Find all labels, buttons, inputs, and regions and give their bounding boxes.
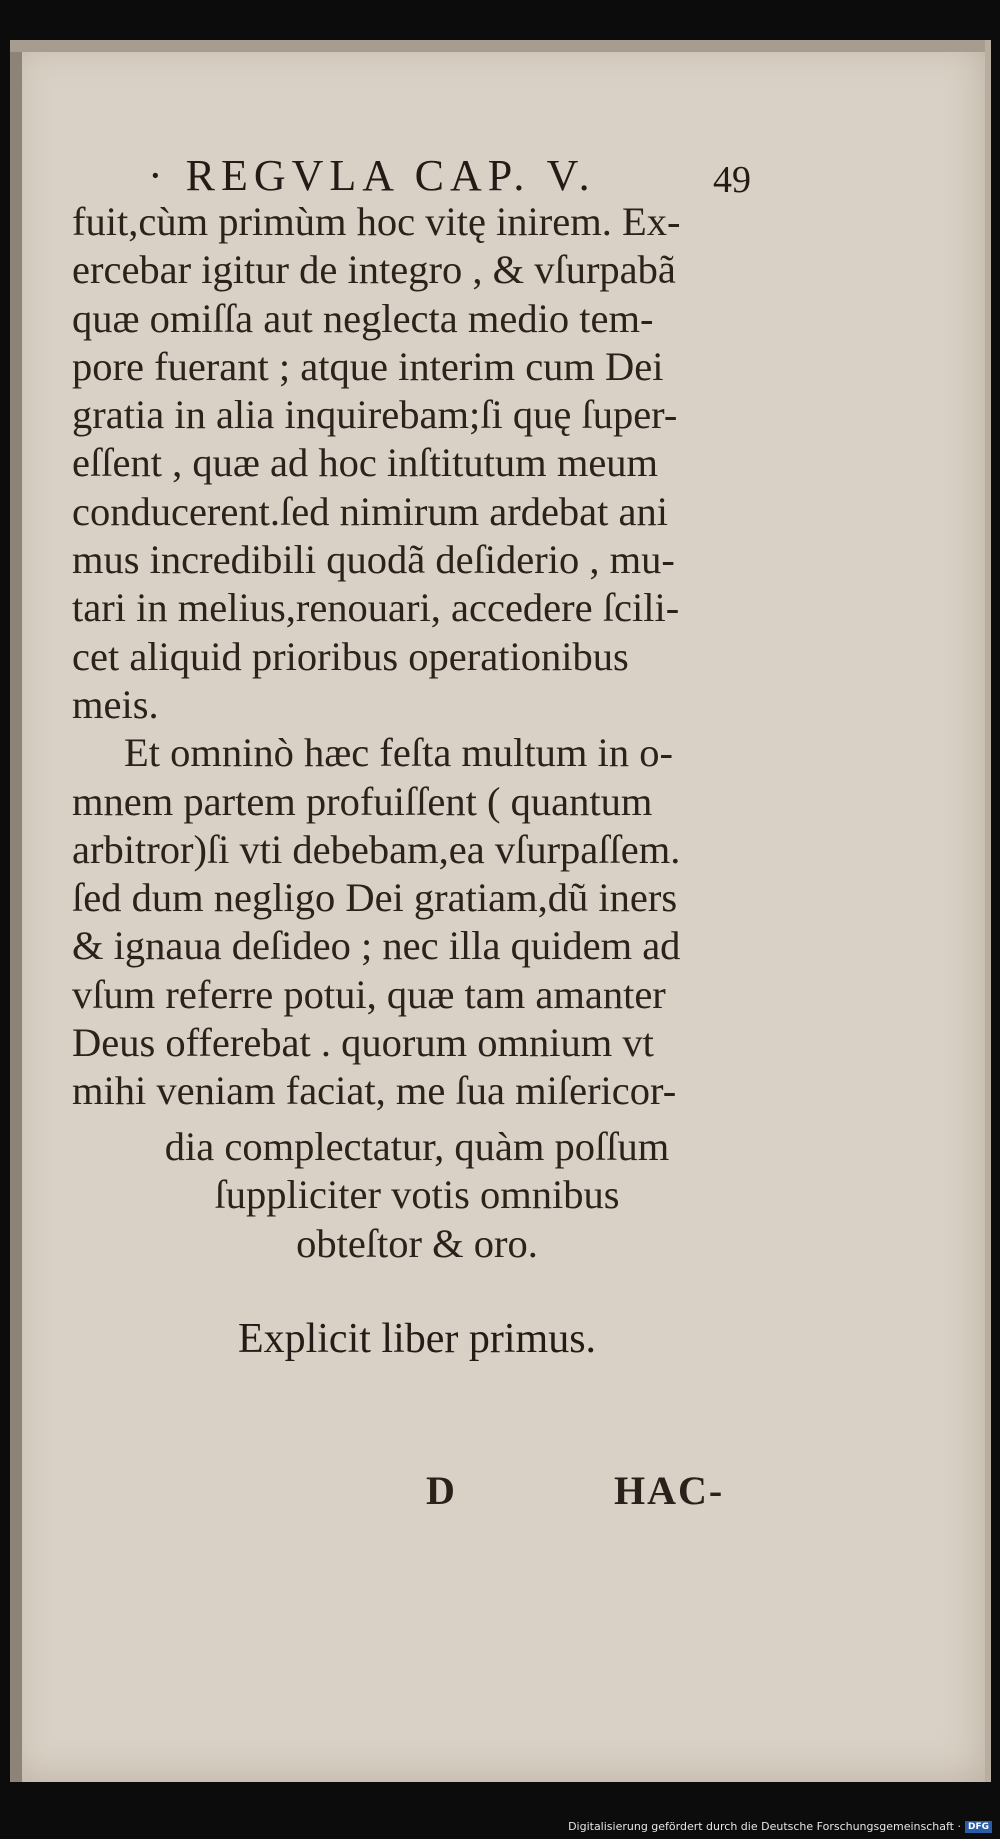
text-line: eſſent , quæ ad hoc inſtitutum meum [72, 440, 659, 486]
text-line: mihi veniam faciat, me ſua miſericor- [72, 1068, 677, 1114]
text-line: meis. [72, 681, 159, 727]
paragraph-start-line: Et omninò hæc feſta multum in o- [124, 730, 673, 776]
text-line: ſuppliciter votis omnibus [214, 1172, 620, 1218]
text-line: quæ omiſſa aut neglecta medio tem- [72, 295, 654, 341]
text-line: gratia in alia inquirebam;ſi quę ſuper- [72, 392, 678, 438]
text-line: fuit,cùm primùm hoc vitę inirem. Ex- [72, 199, 681, 244]
text-line: pore fuerant ; atque interim cum Dei [72, 343, 664, 389]
text-line: mus incredibili quodã deſiderio , mu- [72, 537, 675, 583]
text-line: conducerent.ſed nimirum ardebat ani [72, 488, 669, 534]
text-line: vſum referre potui, quæ tam amanter [72, 971, 666, 1017]
body-text [72, 198, 762, 1116]
explicit-line: Explicit liber primus. [237, 1316, 597, 1362]
text-line: mnem partem profuiſſent ( quantum [72, 778, 653, 824]
text-line: ſed dum negligo Dei gratiam,dũ iners [72, 875, 678, 921]
text-line: obteſtor & oro. [296, 1220, 538, 1266]
text-line: ercebar igitur de integro , & vſurpabã [72, 247, 676, 293]
text-line: & ignaua deſideo ; nec illa quidem ad [72, 923, 681, 969]
signature-mark: D [426, 1468, 455, 1513]
text-line: tari in melius,renouari, accedere ſcili- [72, 585, 680, 631]
text-line: cet aliquid prioribus operationibus [72, 633, 629, 679]
running-head: · REGVLA CAP. V. [148, 151, 596, 200]
book-page [10, 40, 991, 1782]
text-line: dia complectatur, quàm poſſum [164, 1124, 670, 1169]
credit-text: Digitalisierung gefördert durch die Deutsche Forschungsgemeinschaft · [568, 1820, 961, 1833]
digitization-credit [568, 1820, 992, 1833]
text-line: Deus offerebat . quorum omnium vt [72, 1020, 654, 1066]
dfg-logo-icon: DFG [965, 1821, 992, 1833]
page-number: 49 [713, 159, 751, 201]
text-line: arbitror)ſi vti debebam,ea vſurpaſſem. [72, 826, 681, 872]
tapered-ending [72, 1123, 762, 1268]
catchword: HAC- [614, 1468, 725, 1513]
